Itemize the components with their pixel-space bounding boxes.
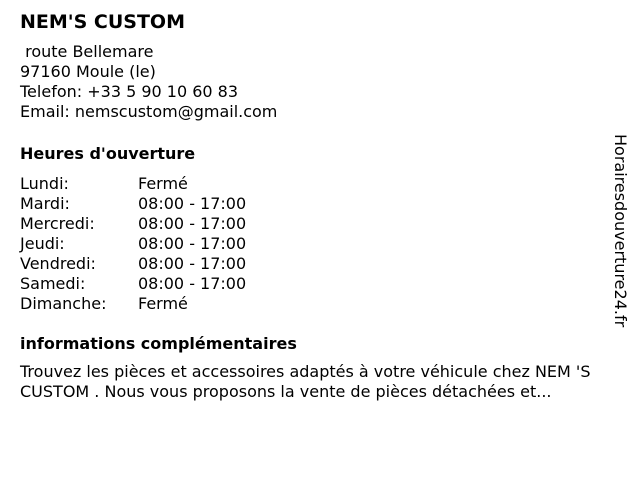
info-description: Trouvez les pièces et accessoires adaptés à votre véhicule chez NEM 'S CUSTOM . Nous vous proposons la vente de pièces détachées et... bbox=[20, 362, 591, 401]
hours-time: Fermé bbox=[138, 294, 188, 313]
hours-day: Lundi: bbox=[20, 174, 69, 193]
hours-time: 08:00 - 17:00 bbox=[138, 274, 247, 293]
hours-row-sunday bbox=[20, 294, 246, 314]
hours-day: Vendredi: bbox=[20, 254, 96, 273]
hours-day: Mardi: bbox=[20, 194, 70, 213]
hours-row-saturday bbox=[20, 274, 246, 294]
hours-row-wednesday bbox=[20, 214, 246, 234]
hours-row-monday bbox=[20, 174, 246, 194]
address-city: 97160 Moule (le) bbox=[20, 62, 156, 81]
hours-table bbox=[20, 174, 246, 314]
hours-day: Jeudi: bbox=[20, 234, 65, 253]
hours-time: 08:00 - 17:00 bbox=[138, 194, 247, 213]
hours-row-tuesday bbox=[20, 194, 246, 214]
phone-number: Telefon: +33 5 90 10 60 83 bbox=[20, 82, 239, 101]
hours-day: Mercredi: bbox=[20, 214, 95, 233]
hours-day: Dimanche: bbox=[20, 294, 107, 313]
hours-day: Samedi: bbox=[20, 274, 86, 293]
hours-time: 08:00 - 17:00 bbox=[138, 234, 247, 253]
hours-time: 08:00 - 17:00 bbox=[138, 254, 247, 273]
site-watermark: Horairesdouverture24.fr bbox=[611, 134, 630, 328]
hours-heading: Heures d'ouverture bbox=[20, 144, 196, 163]
info-heading: informations complémentaires bbox=[20, 334, 297, 353]
address-street: route Bellemare bbox=[20, 42, 154, 61]
hours-row-thursday bbox=[20, 234, 246, 254]
email-address: Email: nemscustom@gmail.com bbox=[20, 102, 278, 121]
hours-row-friday bbox=[20, 254, 246, 274]
business-name: NEM'S CUSTOM bbox=[20, 11, 185, 33]
hours-time: 08:00 - 17:00 bbox=[138, 214, 247, 233]
business-card bbox=[20, 10, 620, 402]
hours-time: Fermé bbox=[138, 174, 188, 193]
